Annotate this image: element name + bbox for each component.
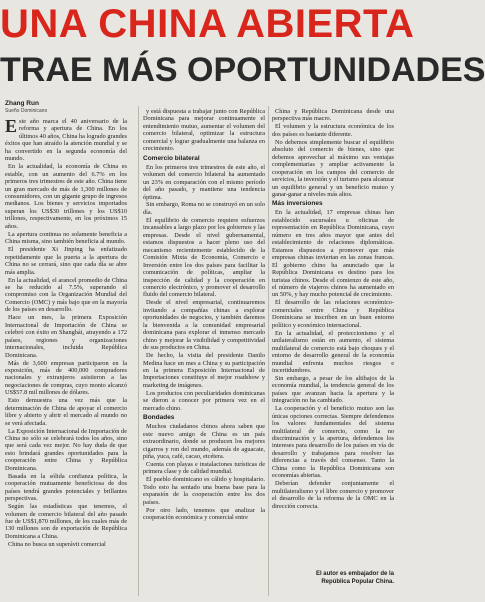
paragraph: En la actualidad, la economía de China es estable, con un aumento del 6.7% en los primeros tres trimestres de este año. China tiene un gran mercado de más de 1,300 millones de consumidores, con un gigante grupo de ingresos medianos. Los bienes y servicios importados superan los US$30 trillones y los US$10 trillones, respectivamente, en los próximos 15 años. [5, 163, 127, 230]
paragraph: En los primeros tres trimestres de este año, el volumen del comercio bilateral ha aumentado un 23% en comparación con el mismo período del año pasado, y mantiene una tendencia óptima. [143, 163, 265, 201]
paragraph: Cuenta con playas e instalaciones turísticas de primera clase y de calidad mundial. [143, 460, 265, 476]
paragraph: Esto demuestra una vez más que la determinación de China de apoyar el comercio libre y abierto y abrir el mercado al mundo no se verá afectada. [5, 397, 127, 427]
paragraph: El desarrollo de las relaciones económico-comerciales entre China y República Dominicana se inscriben en un buen entorno político y económico internacional. [272, 299, 394, 329]
paragraph: El pueblo dominicano es cálido y hospitalario. Todo esto ha sentado una buena base para la expansión de la cooperación entre los dos países. [143, 476, 265, 506]
signature-line: República Popular China. [321, 578, 394, 585]
column-divider [268, 106, 269, 596]
article-column-2 [143, 108, 265, 598]
paragraph: El equilibrio de comercio requiere esfuerzos incansables a largo plazo por los gobiernos y las empresas. Desde el nivel gubernamental, estamos dispuestos a hacer pleno uso del mecanismo recientemente establecido de la Comisión Mixta de Economía, Comercio e Inversión entre los dos países para facilitar la comunicación de políticas, ampliar la inspección de calidad y la cooperación en comercio electrónico, y promover el desarrollo fluido del comercio bilateral. [143, 216, 265, 299]
column-divider [138, 106, 139, 596]
paragraph: Muchos ciudadanos chinos ahora saben que este nuevo amigo de China es un país extraordinario, donde se producen los mejores cigarros y ron del mundo, además de aguacate, piña, yuca, café, cacao, etcétera. [143, 423, 265, 460]
paragraph-text: ste año marca el 40 aniversario de la reforma y apertura de China. En los últimos 40 años, China ha logrado grandes éxitos que han atraído la atención mundial y se ha convertido en la segunda economía del mundo. [5, 118, 127, 163]
section-heading: Comercio bilateral [143, 154, 200, 162]
headline: UNA CHINA ABIERTA [0, 2, 415, 46]
paragraph: Por otro lado, tenemos que analizar la cooperación económica y comercial entre [143, 506, 265, 522]
paragraph: Deberían defender conjuntamente el multilateralismo y el libre comercio y promover el desarrollo de la reforma de la OMC en la dirección correcta. [272, 480, 394, 510]
paragraph: El presidente Xi Jinping ha enfatizado repetidamente que la puerta a la apertura de China no se cerrará, sino que cada día se abre más amplia. [5, 246, 127, 276]
paragraph: Los productos con peculiaridades dominicanas se dieron a conocer por primera vez en el mercado chino. [143, 389, 265, 412]
paragraph: La cooperación y el beneficio mutuo son las únicas opciones correctas. Siempre defendemos los valores fundamentales del sistema multilateral de comercio, como la no discriminación y la apertura, defendemos los intereses para desarrollo de los países en vía de desarrollo y trabajamos para resolver las diferencias a través del consenso. Tanto la China como la República Dominicana son economías abiertas. [272, 405, 394, 480]
paragraph: Basada en la sólida confianza política, la cooperación mutuamente beneficiosa de dos países tendrá grandes potenciales y brillantes perspectivas. [5, 472, 127, 503]
paragraph: El volumen y la estructura económica de los dos países es bastante diferente. [272, 123, 394, 138]
drop-cap: E [5, 116, 18, 136]
byline [5, 100, 47, 115]
author-signature [272, 571, 394, 586]
article-column-3 [272, 108, 394, 568]
paragraph: En la actualidad, el proteccionismo y el unilateralismo están en aumento, el sistema multilateral de comercio está bajo choques y el entorno de desarrollo general de la economía mundial enfrenta muchos riesgos e incertidumbres. [272, 329, 394, 374]
signature-line: El autor es embajador de la [315, 571, 394, 577]
paragraph: Sin embargo, a pesar de los altibajos de la economía mundial, la tendencia general de los países que avanzan hacia la apertura y la integración no ha cambiado. [272, 374, 394, 405]
paragraph: China y República Dominicana desde una perspectiva más macro. [272, 108, 394, 123]
paragraph: Según las estadísticas que tenemos, el volumen de comercio bilateral del año pasado fue de US$1,870 millones, de los cuales más de 130 millones son de exportación de República Dominicana a China. [5, 503, 127, 540]
paragraph: De hecho, la visita del presidente Danilo Medina hace un mes a China y su participación en la primera Exposición Internacional de Importaciones constituye el mejor roadshow y marketing de imágenes. [143, 352, 265, 389]
paragraph: Desde el nivel empresarial, continuaremos invitando a compañías chinas a explorar oportunidades de negocios, y también daremos la bienvenida a la comunidad empresarial dominicana para explorar el inmenso mercado chino y mejorar la visibilidad y competitividad de sus productos en China. [143, 299, 265, 352]
paragraph: No debemos simplemente buscar el equilibrio absoluto del comercio de bienes, sino que debemos aprovechar al máximo sus ventajas complementarias y ampliar activamente la cooperación en los campos del comercio de servicios, la inversión y el turismo para alcanzar un equilibrio general y un beneficio mutuo y ganar-ganar a niveles más altos. [272, 138, 394, 198]
section-heading: Más inversiones [272, 200, 323, 208]
paragraph: En la actualidad, el arancel promedio de China se ha reducido al 7.5%, superando el compromiso con la Organización Mundial del Comercio (OMC) y más bajo que en la mayoría de los países en desarrollo. [5, 276, 127, 314]
subheadline: TRAE MÁS OPORTUNIDADES [0, 51, 485, 89]
paragraph: y está dispuesta a trabajar junto con República Dominicana para mejorar continuamente el entendimiento mutuo, aumentar el volumen del comercio bilateral, optimizar la estructura comercial y lograr gradualmente una balanza en crecimiento. [143, 108, 265, 153]
paragraph: China no busca un superávit comercial [8, 540, 106, 548]
author-name: Zhang Run [5, 100, 39, 107]
author-role: Sueño Dominicano [5, 108, 48, 114]
paragraph: En la actualidad, 17 empresas chinas han establecido sucursales u oficinas de representación en República Dominicana, cuyo número en tres años mayor que antes del establecimiento de relaciones diplomáticas. Estamos dispuestos a promover que más empresas chinas inviertan en las zonas francas. El gobierno chino ha anunciado que la República Dominicana es destino para los turistas chinos. Desde el comienzo de este año, el número de viajeros chinos ha aumentado en un 50%, y hay mucho potencial de crecimiento. [272, 209, 394, 299]
paragraph: La apertura continua no solamente beneficia a China misma, sino también beneficia al mundo. [5, 230, 127, 246]
paragraph: Sin embargo, Roma no se construyó en un solo día. [143, 201, 265, 216]
paragraph [5, 118, 127, 163]
section-heading: Bondades [143, 414, 175, 422]
paragraph: La Exposición Internacional de Importación de China no sólo se celebrará todos los años, sino que será cada vez mejor. No hay duda de que esto brindará grandes oportunidades para la cooperación entre China y República Dominicana. [5, 427, 127, 472]
article-column-1 [5, 118, 127, 598]
paragraph: Hace un mes, la primera Exposición Internacional de Importación de China se celebró con éxito en Shanghái, atrayendo a 172 países, regiones y organizaciones internacionales, incluida República Dominicana. [5, 314, 127, 359]
paragraph: Más de 3,600 empresas participaron en la exposición, más de 400,000 compradores nacionales y extranjeros asistieron a las negociaciones de compras, cuyo monto alcanzó US$57.8 mil millones de dólares. [5, 359, 127, 397]
